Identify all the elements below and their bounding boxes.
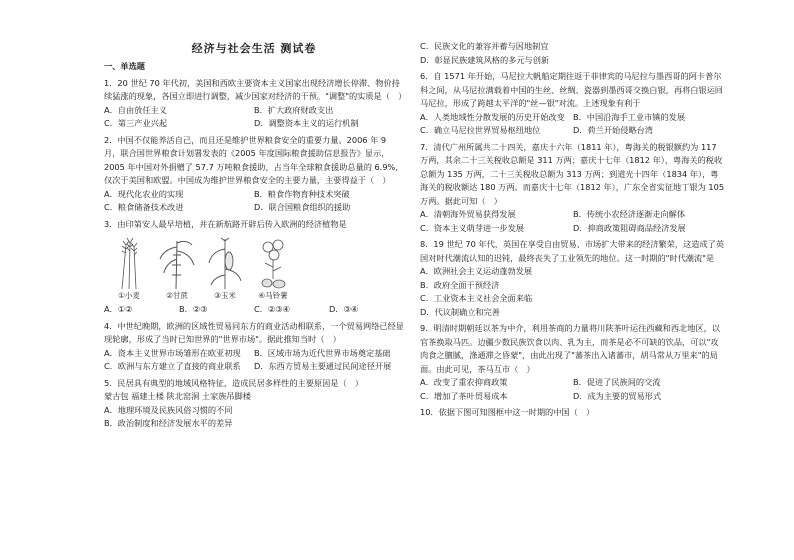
option-a[interactable]: A．自由放任主义 bbox=[104, 104, 167, 115]
option-a[interactable]: A．改变了重农抑商政策 bbox=[420, 377, 508, 387]
option-a[interactable]: A．资本主义世界市场雏形在欧亚初现 bbox=[104, 347, 241, 358]
option-b[interactable]: B．扩大政府财政支出 bbox=[254, 104, 334, 115]
option-d[interactable]: D．③④ bbox=[329, 304, 359, 314]
option-d[interactable]: D．彰显民族建筑风格的多元与创新 bbox=[420, 54, 550, 65]
question-stem: 8．19 世纪 70 年代，英国在享受自由贸易、市场扩大带来的经济繁荣，这造成了英国对时代潮流认知的迟钝，最终丧失了工业领先的地位。这一时期的"时代潮流"是 bbox=[420, 239, 725, 263]
option-b[interactable]: B．区域市场为近代世界市场奠定基础 bbox=[254, 347, 391, 358]
option-c[interactable]: C．工业资本主义社会全面来临 bbox=[420, 293, 533, 303]
option-c[interactable]: C．第三产业兴起 bbox=[104, 118, 168, 128]
question-stem: 9．明清时期朝廷以茶为中介，利用茶商的力量将川陕茶叶运往西藏和西北地区，以官茶换取马匹。边疆少数民族饮食以肉、乳为主，而茶是必不可缺的饮品，可以"攻肉食之膻腻，涤通滞之昏蒙"，由此出现了"蕃茶出入诸蕃市，胡马常从万里来"的局面。由此可见，茶马互市（ ） bbox=[420, 323, 720, 374]
option-b[interactable]: B．中国沿海手工业市镇的发展 bbox=[573, 111, 686, 122]
option-c[interactable]: C．增加了茶叶贸易成本 bbox=[420, 390, 508, 401]
option-b[interactable]: B．传统小农经济逐渐走向解体 bbox=[573, 209, 686, 219]
option-c[interactable]: C．欧洲与东方建立了直接的商业联系 bbox=[104, 361, 241, 371]
option-a[interactable]: A．①② bbox=[104, 304, 133, 314]
question-stem: 5．民居具有典型的地域风格特征，造成民居多样性的主要原因是（ ） bbox=[104, 377, 364, 388]
wheat-figure bbox=[108, 235, 150, 301]
option-a[interactable]: A．清朝海外贸易获得发展 bbox=[420, 209, 516, 219]
question-9 bbox=[420, 322, 726, 403]
question-10 bbox=[420, 406, 726, 420]
question-4 bbox=[104, 320, 404, 374]
question-stem: 2．中国不仅能养活自己，而且还是维护世界粮食安全的重要力量。2006 年 9 月，联合国世界粮食计划署发表的《2005 年度国际粮食援助信息报告》显示，2005 年中国对外捐赠了 57.7 万吨粮食援助，占当年全球粮食援助总量的 6.9%,仅次于美国和欧盟。中国成为维护世界粮食安全的主要力量，主要得益于（ ） bbox=[104, 134, 398, 185]
option-list bbox=[104, 347, 404, 374]
option-d[interactable]: D．荷兰开始侵略台湾 bbox=[573, 125, 653, 135]
option-list bbox=[420, 376, 726, 403]
question-8 bbox=[420, 238, 726, 319]
option-d[interactable]: D．抑商政策阻碍商品经济发展 bbox=[573, 222, 686, 233]
page-title: 经济与社会生活 测试卷 bbox=[191, 42, 317, 55]
sugarcane-icon bbox=[156, 235, 198, 291]
wheat-icon bbox=[108, 235, 150, 291]
potato-icon bbox=[252, 235, 294, 291]
question-stem: 7．清代广州所属共二十四关，嘉庆十六年（1811 年），粤海关的税银额约为 117 万两，其余二十三关税收总额是 311 万两；嘉庆十七年（1812 年），粤海关的税收总额为 135 万两，二十三关税收总额为 313 万两；到道光十四年（1834 年），粤海关的税收额达 180 万两。而嘉庆十七年（1812 年），广东全省实征地丁银为 105 万两。据此可知（ ） bbox=[420, 141, 725, 206]
question-2 bbox=[104, 134, 404, 215]
option-a[interactable]: A．欧洲社会主义运动蓬勃发展 bbox=[420, 266, 533, 276]
option-list bbox=[104, 303, 404, 317]
option-c[interactable]: C．资本主义萌芽进一步发展 bbox=[420, 222, 524, 233]
plant-caption: ③玉米 bbox=[214, 291, 236, 300]
question-6 bbox=[420, 70, 726, 138]
option-b[interactable]: B．政府全面干预经济 bbox=[420, 279, 500, 290]
question-stem: 1．20 世纪 70 年代初，美国和西欧主要资本主义国家出现经济增长停滞、物价持续猛涨的现象，各国立即进行调整，减少国家对经济的干预。"调整"的实质是（ ） bbox=[104, 77, 407, 101]
section-heading: 一、单选题 bbox=[104, 61, 145, 71]
option-d[interactable]: D．成为主要的贸易形式 bbox=[573, 390, 662, 401]
plant-caption: ④马铃薯 bbox=[258, 291, 288, 300]
option-b[interactable]: B．促进了民族间的交流 bbox=[573, 377, 661, 387]
plant-caption: ①小麦 bbox=[118, 291, 140, 300]
question-3 bbox=[104, 218, 404, 317]
option-b[interactable]: B．政治制度和经济发展水平的差异 bbox=[104, 418, 233, 428]
left-column bbox=[104, 60, 407, 431]
question-1 bbox=[104, 77, 407, 131]
option-a[interactable]: A．现代化农业的实现 bbox=[104, 188, 184, 199]
option-list bbox=[420, 208, 726, 235]
option-list bbox=[104, 104, 404, 131]
right-column bbox=[420, 40, 726, 420]
plant-figures bbox=[108, 235, 404, 301]
option-d[interactable]: D．联合国粮食组织的援助 bbox=[254, 202, 351, 212]
option-d[interactable]: D．东西方贸易主要通过民间途径开展 bbox=[254, 361, 392, 371]
sugarcane-figure bbox=[156, 235, 198, 301]
option-d[interactable]: D．代议制确立和完善 bbox=[420, 306, 500, 317]
option-list bbox=[420, 111, 726, 138]
question-stem: 6．自 1571 年开始，马尼拉大帆船定期往返于菲律宾的马尼拉与墨西哥的阿卡普尔科之间，从马尼拉满载着中国的生丝、丝绸、瓷器到墨西哥交换白银，再将白银运回马尼拉，形成了跨越太平洋的"丝—银"对流。上述现象有利于 bbox=[420, 71, 723, 108]
option-c[interactable]: C．粮食储备技术改进 bbox=[104, 202, 184, 212]
corn-icon bbox=[204, 235, 246, 291]
option-c[interactable]: C．确立马尼拉世界贸易枢纽地位 bbox=[420, 125, 541, 135]
corn-figure bbox=[204, 235, 246, 301]
question-7 bbox=[420, 141, 726, 236]
option-a[interactable]: A．地理环境及民族风俗习惯的不同 bbox=[104, 404, 233, 415]
question-stem: 4．中世纪晚期，欧洲的区域性贸易同东方的商业活动相联系，一个贸易网络已经显现轮廓，形成了当时已知世界的"世界市场"。据此推知当时（ ） bbox=[104, 320, 404, 344]
potato-figure bbox=[252, 235, 294, 301]
question-5 bbox=[104, 377, 404, 431]
question-stem: 3．由印第安人最早培植，并在新航路开辟后传入欧洲的经济植物是 bbox=[104, 218, 347, 229]
option-c[interactable]: C．民族文化的兼容并蓄与因地制宜 bbox=[420, 41, 549, 51]
option-b[interactable]: B．粮食作物育种技术突破 bbox=[254, 188, 350, 199]
question-stem: 10．依据下图可知图框中这一时期的中国（ ） bbox=[420, 407, 595, 417]
question-material: 蒙古包 福建土楼 陕北窑洞 土家族吊脚楼 bbox=[104, 391, 251, 401]
option-c[interactable]: C．②③④ bbox=[254, 304, 290, 314]
option-d[interactable]: D．调整资本主义的运行机制 bbox=[254, 118, 359, 128]
plant-caption: ②甘蔗 bbox=[166, 291, 188, 300]
option-b[interactable]: B．②③ bbox=[179, 304, 208, 314]
option-list bbox=[104, 188, 404, 215]
option-a[interactable]: A．人类地域性分散发展的历史开始改变 bbox=[420, 111, 565, 122]
